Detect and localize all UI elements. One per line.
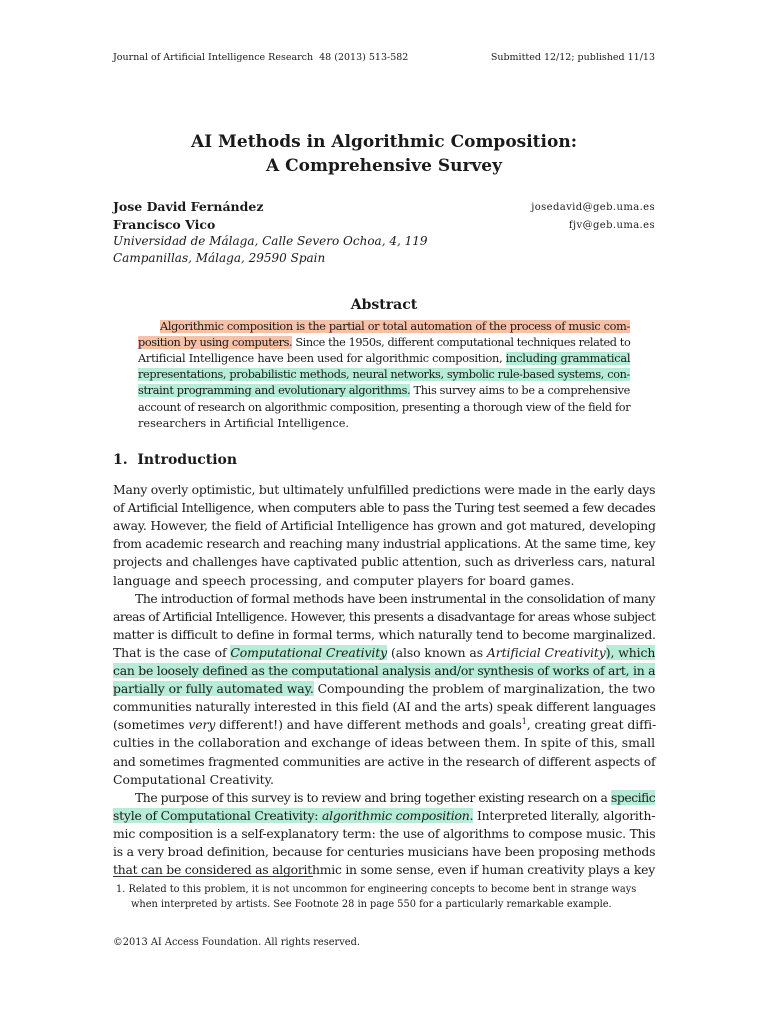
section-number: 1. [113,452,128,468]
body-segment: of Artificial Intelligence, when computers able to pass the Turing test seemed a few decades [113,500,656,516]
body-segment: very [188,717,216,733]
body-line [113,572,574,590]
body-segment: away. However, the field of Artificial Intelligence has grown and got matured, developing [113,518,656,534]
body-line [135,590,655,608]
body-segment: areas of Artificial Intelligence. However, this presents a disadvantage for areas whose subject [113,608,656,624]
abstract-segment: including grammatical [505,352,631,366]
author-email-2: fjv@geb.uma.es [568,220,655,231]
body-segment: Computational Creativity. [113,771,274,787]
body-segment: language and speech processing, and computer players for board games. [113,572,575,588]
abstract-line [138,416,349,432]
abstract-heading: Abstract [350,297,418,313]
body-line [113,807,655,825]
journal-name: Journal of Artificial Intelligence Research [113,52,314,63]
body-segment: Computational Creativity [230,644,388,660]
body-line [113,481,655,499]
body-segment: culties in the collaboration and exchange of ideas between them. In spite of this, small [113,735,656,751]
abstract-line [138,383,630,399]
body-line [113,644,655,662]
abstract-line [160,319,630,335]
section-heading-introduction [113,452,237,468]
body-segment: Artificial Creativity [486,644,606,660]
body-segment: communities naturally interested in this field (AI and the arts) speak different languages [113,699,656,715]
abstract-segment: account of research on algorithmic composition, presenting a thorough view of the field for [138,400,631,414]
body-line [113,825,655,843]
body-segment: specific [610,789,656,805]
footnote-line-1: 1. Related to this problem, it is not uncommon for engineering concepts to become bent in strange ways [116,884,637,895]
body-line [113,499,655,517]
footnote-rule [113,876,313,877]
body-line [113,553,655,571]
body-line [113,680,655,698]
author-name-1: Jose David Fernández [113,199,264,214]
copyright-notice: ©2013 AI Access Foundation. All rights reserved. [113,937,360,948]
body-segment: can be loosely defined as the computational analysis and/or synthesis of works of art, in a [113,663,656,678]
body-segment: and sometimes fragmented communities are active in the research of different aspects of [113,753,656,769]
abstract-segment: representations, probabilistic methods, neural networks, symbolic rule-based systems, con- [138,368,630,382]
body-segment: that can be considered as algorithmic in some sense, even if human creativity plays a key [113,862,655,878]
body-segment: mic composition is a self-explanatory term: the use of algorithms to compose music. This [113,825,656,841]
footnote-line-2: when interpreted by artists. See Footnote 28 in page 550 for a particularly remarkable example. [131,899,612,910]
body-line [135,789,655,807]
body-line [113,734,655,752]
running-header-dates: Submitted 12/12; published 11/13 [490,52,655,63]
journal-volume: 48 (2013) 513-582 [319,52,409,63]
abstract-segment: Algorithmic composition is the partial or total automation of the process of music com- [160,320,630,333]
abstract-segment: straint programming and evolutionary algorithms. [138,384,411,398]
body-segment: 1 [521,717,527,727]
section-title: Introduction [137,452,238,468]
body-segment: partially or fully automated way. [113,681,314,697]
body-segment: matter is difficult to define in formal terms, which naturally tend to become marginalized. [113,626,656,642]
body-line [113,517,656,535]
body-line [113,716,656,734]
body-segment: The introduction of formal methods have been instrumental in the consolidation of many [135,590,656,606]
body-segment: is a very broad definition, because for centuries musicians have been proposing methods [113,844,656,859]
body-segment: (also known as [387,644,487,660]
abstract-segment: This survey aims to be a comprehensive [410,384,630,398]
abstract-line [138,367,630,383]
abstract-segment: researchers in Artificial Intelligence. [138,416,349,430]
body-line [113,608,655,626]
body-segment: algorithmic composition [321,807,470,823]
body-segment: (sometimes [113,717,189,733]
abstract-line [138,400,630,416]
author-email-1: josedavid@geb.uma.es [531,202,655,213]
body-line [113,626,656,644]
paper-title [0,130,768,178]
body-segment: . [469,807,474,823]
affiliation-line-2: Campanillas, Málaga, 29590 Spain [113,251,326,265]
abstract-segment: position by using computers. [138,336,293,350]
body-line [113,843,655,861]
body-line [113,698,656,716]
abstract-line [138,351,630,367]
abstract-line [138,335,630,351]
running-header-journal [113,52,408,63]
body-segment: Compounding the problem of marginalization, the two [313,681,656,697]
body-segment: different!) and have different methods and goals [215,717,522,733]
body-segment: projects and challenges have captivated public attention, such as driverless cars, natural [113,554,656,570]
body-line [113,771,274,789]
abstract-segment: Since the 1950s, different computational techniques related to [292,336,631,350]
title-line-2: A Comprehensive Survey [266,156,502,176]
abstract-segment: Artificial Intelligence have been used for algorithmic composition, [138,352,506,366]
body-line [113,662,655,680]
body-segment: style of Computational Creativity: [113,807,322,823]
body-segment: The purpose of this survey is to review and bring together existing research on a [135,789,611,805]
body-segment: Many overly optimistic, but ultimately unfulfilled predictions were made in the early days [113,482,656,497]
body-segment: , creating great diffi- [526,717,657,733]
body-line [113,753,655,771]
author-name-2: Francisco Vico [113,217,216,232]
body-segment: Interpreted literally, algorith- [473,807,656,823]
body-segment: That is the case of [113,644,231,660]
body-segment: from academic research and reaching many industrial applications. At the same time, key [113,536,656,552]
affiliation-line-1: Universidad de Málaga, Calle Severo Ochoa, 4, 119 [113,234,428,248]
body-line [113,535,655,553]
body-segment: ), which [605,644,656,660]
title-line-1: AI Methods in Algorithmic Composition: [191,132,577,152]
